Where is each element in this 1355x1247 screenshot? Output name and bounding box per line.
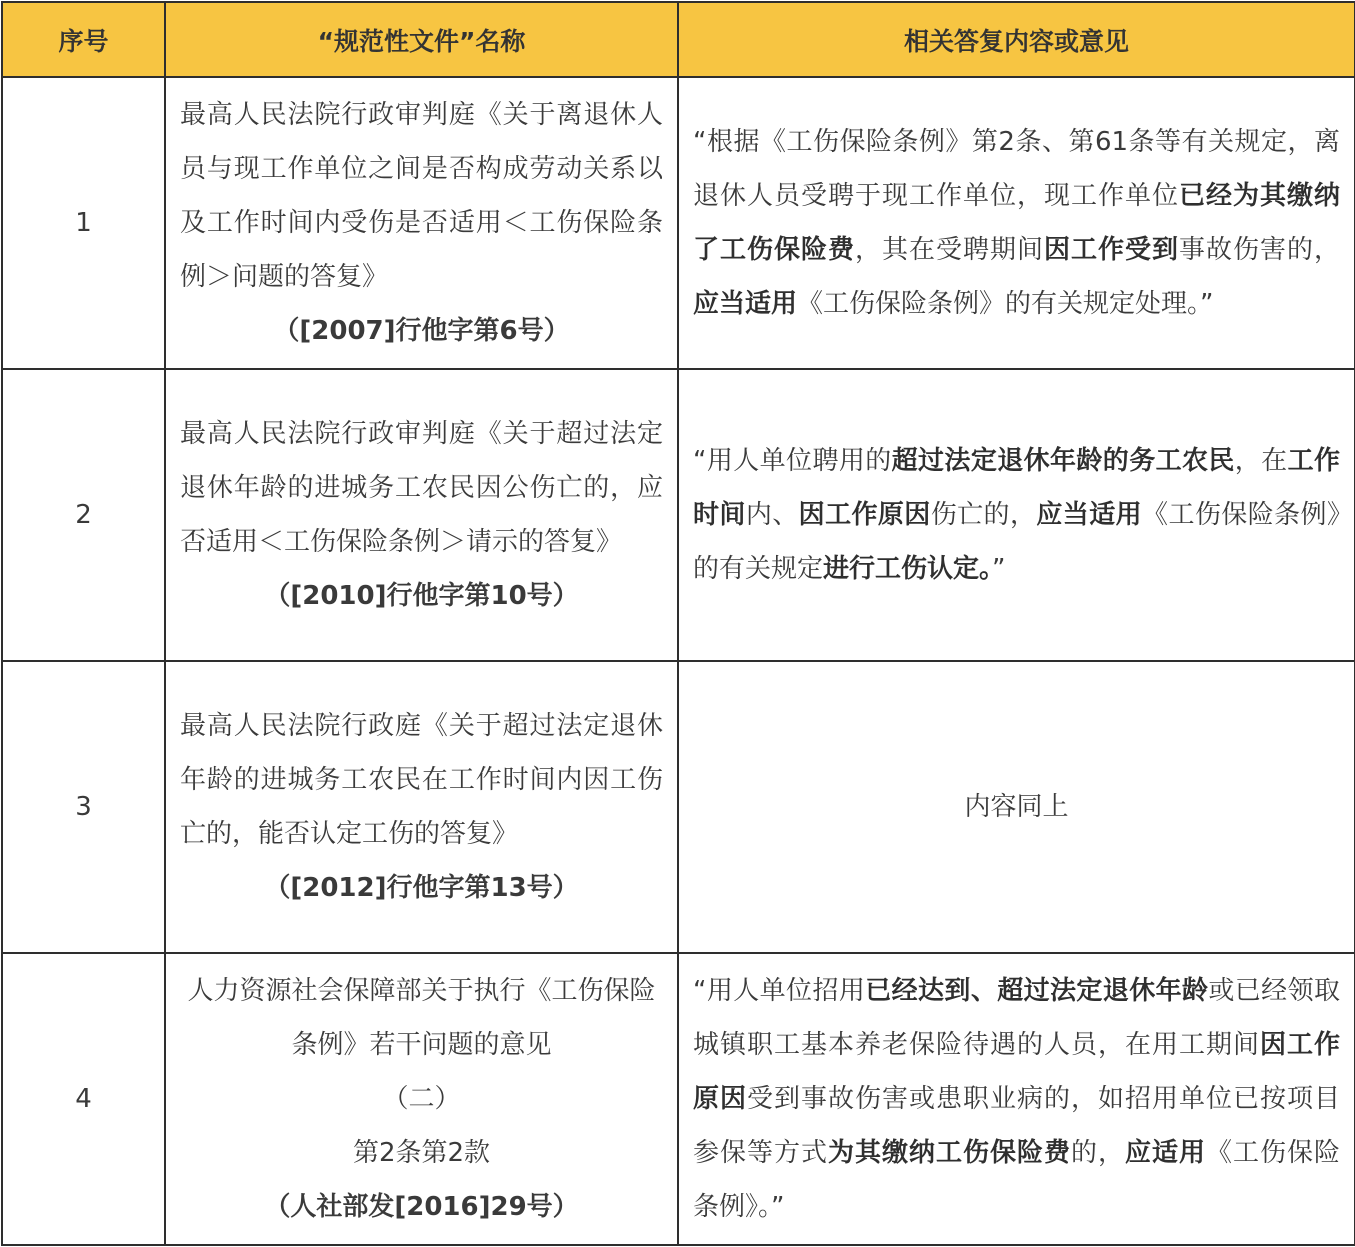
regulation-table bbox=[1, 1, 1355, 1246]
reply-cell bbox=[678, 369, 1355, 661]
reply-emphasis: 应适用 bbox=[1124, 1138, 1206, 1168]
reply-emphasis: 为其缴纳工伤保险费 bbox=[827, 1138, 1071, 1168]
table-row bbox=[2, 953, 1355, 1245]
document-ref: （[2010]行他字第10号） bbox=[264, 581, 579, 611]
table-row bbox=[2, 369, 1355, 661]
reply-emphasis: 工作时间 bbox=[693, 446, 1340, 530]
header-index: 序号 bbox=[2, 2, 165, 77]
row-index: 1 bbox=[2, 77, 165, 369]
row-index: 3 bbox=[2, 661, 165, 953]
page bbox=[0, 1, 1355, 1247]
reply-segment: 《工伤保险条例》的有关规定处理。” bbox=[797, 289, 1214, 319]
document-title-line: 第2条第2款 bbox=[352, 1138, 491, 1168]
reply-emphasis: 应当适用 bbox=[1036, 500, 1143, 530]
reply-emphasis: 因工作原因 bbox=[798, 500, 931, 530]
reply-segment: 内、 bbox=[745, 500, 799, 530]
reply-segment: 《工伤保险条例》的有关规定 bbox=[693, 500, 1340, 584]
row-index: 2 bbox=[2, 369, 165, 661]
document-title: 最高人民法院行政审判庭《关于离退休人员与现工作单位之间是否构成劳动关系以及工作时间内受伤是否适用＜工伤保险条例＞问题的答复》 bbox=[180, 100, 663, 292]
table-row bbox=[2, 661, 1355, 953]
document-title-line: （二） bbox=[382, 1084, 461, 1114]
reply-emphasis: 因工作原因 bbox=[693, 1030, 1340, 1114]
reply-emphasis: 因工作受到 bbox=[1043, 235, 1179, 265]
header-reply-content: 相关答复内容或意见 bbox=[678, 2, 1355, 77]
reply-emphasis: 超过法定退休年龄的务工农民 bbox=[891, 446, 1235, 476]
reply-segment: ” bbox=[992, 554, 1006, 584]
reply-emphasis: 应当适用 bbox=[693, 289, 798, 319]
reply-segment: “根据《工伤保险条例》第2条、第61条等有关规定，离退休人员受聘于现工作单位，现工作单位 bbox=[693, 127, 1340, 211]
reply-segment: 《工伤保险条例》。” bbox=[693, 1138, 1340, 1222]
row-index: 4 bbox=[2, 953, 165, 1245]
document-ref: （[2012]行他字第13号） bbox=[264, 873, 579, 903]
document-title: 最高人民法院行政庭《关于超过法定退休年龄的进城务工农民在工作时间内因工伤亡的，能否认定工伤的答复》 bbox=[180, 711, 663, 849]
reply-segment: “用人单位招用 bbox=[693, 976, 866, 1006]
document-cell bbox=[165, 77, 678, 369]
reply-segment: ，在 bbox=[1234, 446, 1288, 476]
document-title-line: 人力资源社会保障部关于执行《工伤保险条例》若干问题的意见 bbox=[187, 976, 656, 1060]
document-ref: （[2007]行他字第6号） bbox=[273, 316, 570, 346]
reply-text bbox=[693, 127, 1340, 319]
document-title: 最高人民法院行政审判庭《关于超过法定退休年龄的进城务工农民因公伤亡的，应否适用＜工伤保险条例＞请示的答复》 bbox=[180, 419, 663, 557]
reply-segment: 或已经领取城镇职工基本养老保险待遇的人员，在用工期间 bbox=[693, 976, 1340, 1060]
reply-emphasis: 已经达到、超过法定退休年龄 bbox=[865, 976, 1209, 1006]
table-row bbox=[2, 77, 1355, 369]
reply-segment: 受到事故伤害或患职业病的，如招用单位已按项目参保等方式 bbox=[693, 1084, 1340, 1168]
reply-emphasis: 已经为其缴纳了工伤保险费 bbox=[693, 181, 1340, 265]
table-header-row bbox=[2, 2, 1355, 77]
reply-cell bbox=[678, 953, 1355, 1245]
reply-segment: “用人单位聘用的 bbox=[693, 446, 892, 476]
reply-segment: 的， bbox=[1070, 1138, 1125, 1168]
document-cell bbox=[165, 953, 678, 1245]
document-cell bbox=[165, 661, 678, 953]
reply-text bbox=[693, 446, 1340, 584]
reply-segment: ，其在受聘期间 bbox=[854, 235, 1044, 265]
reply-segment: 伤亡的， bbox=[930, 500, 1037, 530]
reply-text: 内容同上 bbox=[964, 792, 1069, 822]
reply-cell bbox=[678, 77, 1355, 369]
reply-emphasis: 进行工伤认定。 bbox=[823, 554, 993, 584]
reply-segment: 事故伤害的， bbox=[1178, 235, 1340, 265]
document-cell bbox=[165, 369, 678, 661]
header-document-name: “规范性文件”名称 bbox=[165, 2, 678, 77]
reply-cell bbox=[678, 661, 1355, 953]
document-ref: （人社部发[2016]29号） bbox=[264, 1192, 579, 1222]
reply-text bbox=[693, 976, 1340, 1222]
